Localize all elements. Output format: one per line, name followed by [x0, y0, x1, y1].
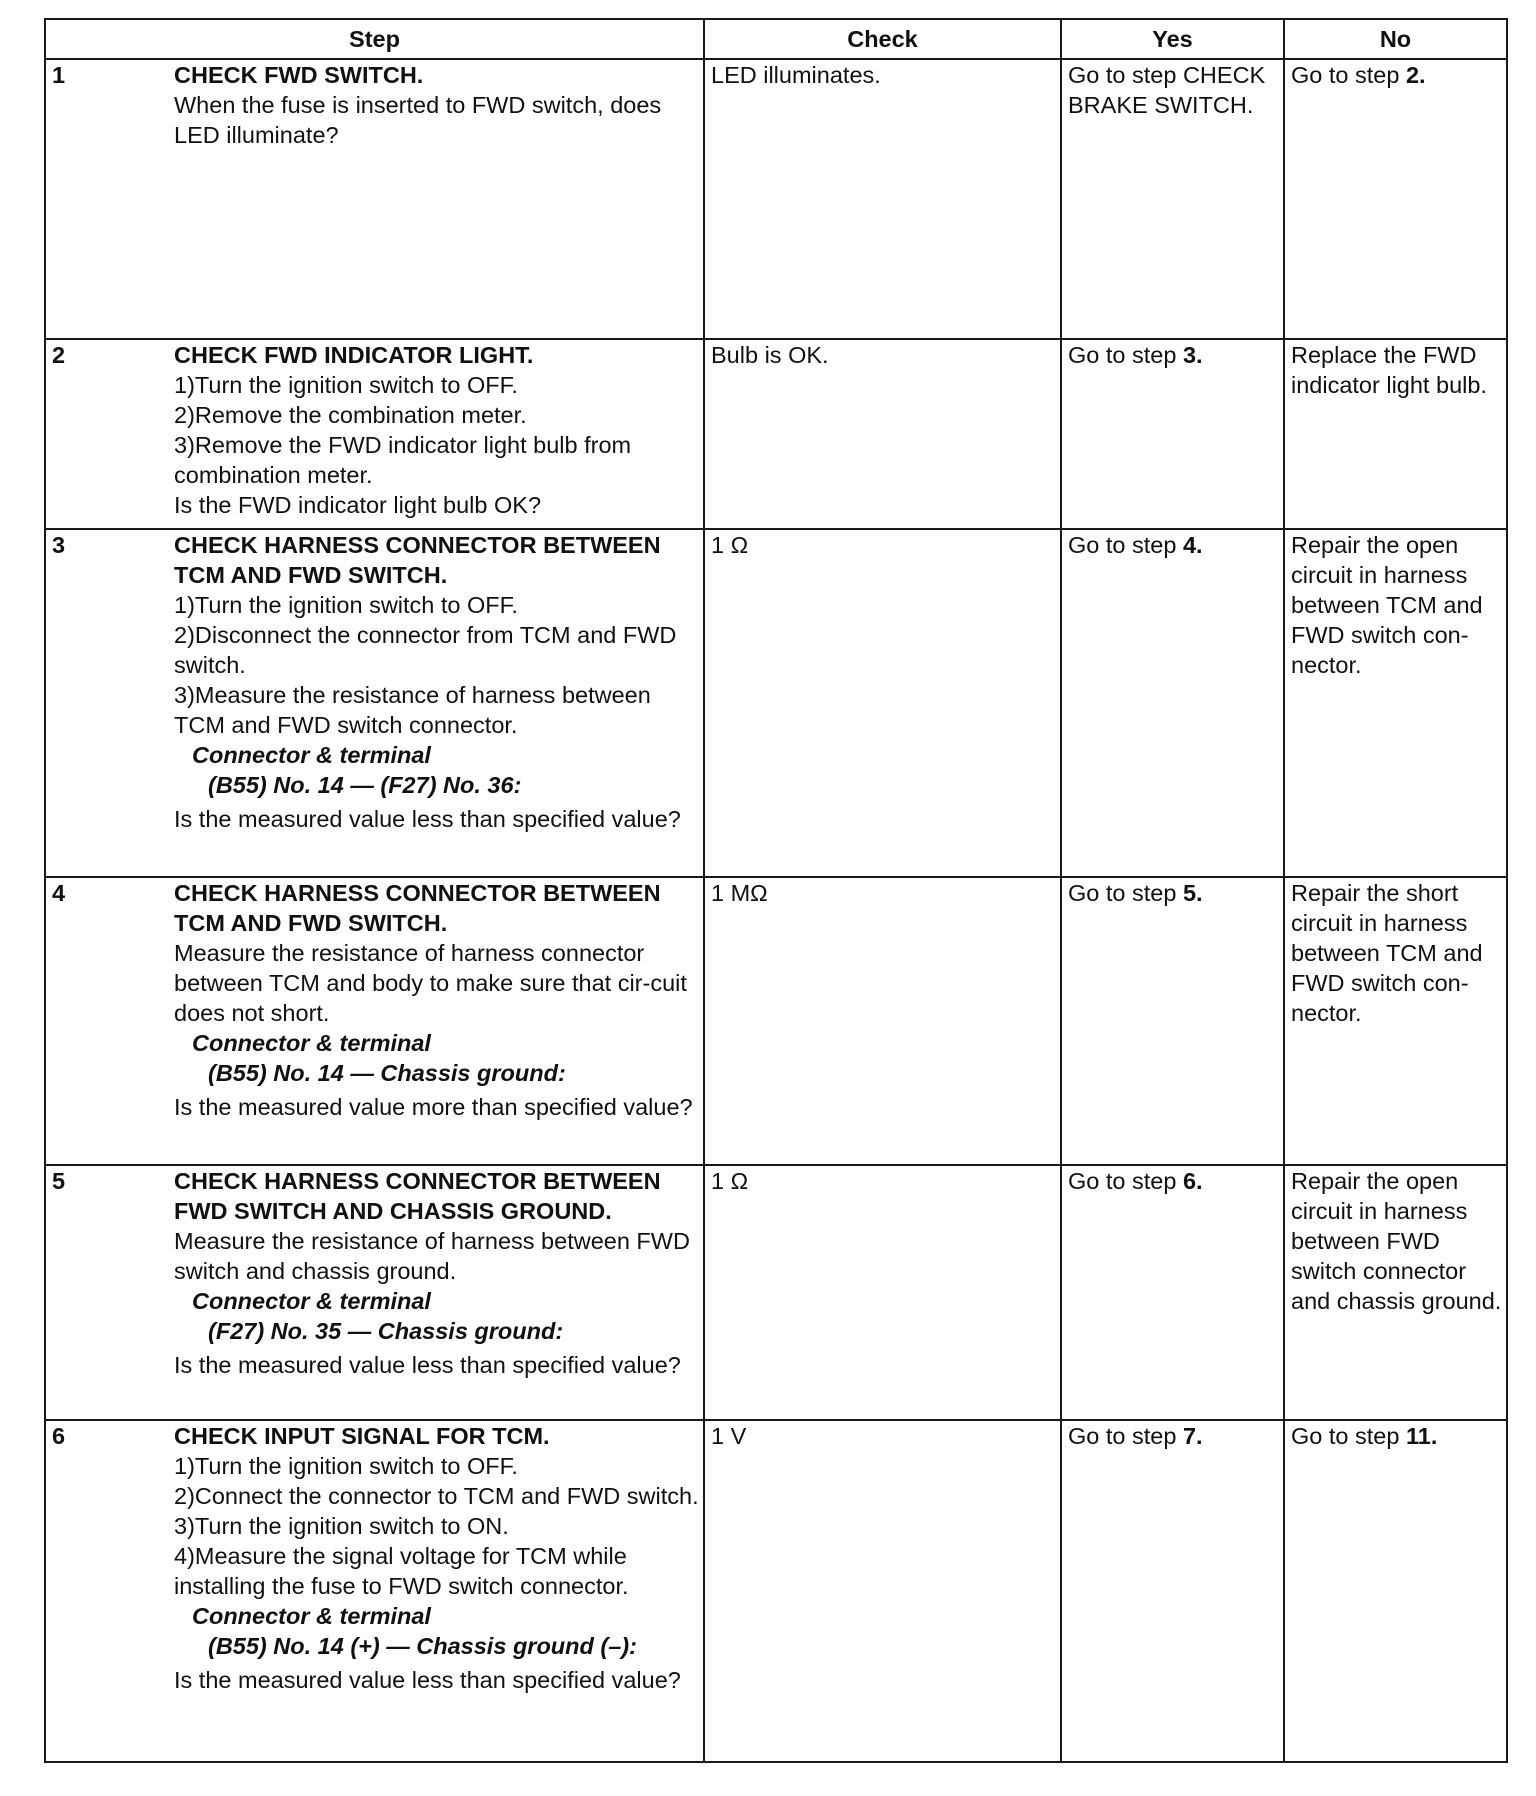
step-title: CHECK FWD SWITCH.: [174, 62, 424, 88]
step-title: CHECK HARNESS CONNECTOR BETWEEN TCM AND FWD SWITCH.: [174, 532, 661, 588]
step-body: [174, 878, 699, 1122]
step-instruction: When the fuse is inserted to FWD switch, does LED illuminate?: [174, 92, 662, 148]
connector-terminal-label: Connector & terminal: [192, 742, 431, 768]
header-row: [45, 19, 1507, 59]
yes-step-ref-end: .: [1196, 1168, 1203, 1194]
no-step-ref-end: .: [1419, 62, 1426, 88]
no-cell: [1284, 877, 1507, 1165]
check-cell: 1 Ω: [704, 1165, 1061, 1420]
table-row: [45, 59, 1507, 339]
step-body: [174, 60, 699, 150]
step-question: Is the measured value less than specified value?: [174, 806, 681, 832]
yes-step-ref: 3: [1182, 342, 1197, 368]
step-instruction: 1)Turn the ignition switch to OFF.: [174, 1453, 518, 1479]
connector-terminal-label: Connector & terminal: [192, 1030, 431, 1056]
check-cell: Bulb is OK.: [704, 339, 1061, 529]
no-text: Go to step: [1291, 62, 1400, 88]
step-instruction: Measure the resistance of harness between FWD switch and chassis ground.: [174, 1228, 690, 1284]
step-cell: [45, 1420, 704, 1762]
yes-cell: [1061, 1165, 1284, 1420]
yes-step-ref-end: .: [1196, 532, 1203, 558]
yes-text: Go to step: [1068, 342, 1177, 368]
step-instruction: Measure the resistance of harness connector between TCM and body to make sure that cir-cuit does not short.: [174, 940, 687, 1026]
step-instruction: 4)Measure the signal voltage for TCM while installing the fuse to FWD switch connector.: [174, 1543, 629, 1599]
connector-terminal-label: Connector & terminal: [192, 1603, 431, 1629]
no-text: Repair the open circuit in harness between TCM and FWD switch con-nector.: [1291, 532, 1483, 678]
check-cell: 1 Ω: [704, 529, 1061, 877]
check-cell: LED illuminates.: [704, 59, 1061, 339]
step-cell: [45, 877, 704, 1165]
header-no: No: [1284, 19, 1507, 59]
table-row: [45, 877, 1507, 1165]
yes-cell: [1061, 339, 1284, 529]
step-instruction: 3)Turn the ignition switch to ON.: [174, 1513, 509, 1539]
step-instruction: 1)Turn the ignition switch to OFF.: [174, 592, 518, 618]
step-question: Is the measured value more than specified value?: [174, 1094, 693, 1120]
step-title: CHECK INPUT SIGNAL FOR TCM.: [174, 1423, 550, 1449]
yes-text: Go to step CHECK BRAKE SWITCH.: [1068, 62, 1266, 118]
yes-step-ref: 6: [1182, 1168, 1197, 1194]
step-title: CHECK HARNESS CONNECTOR BETWEEN FWD SWITCH AND CHASSIS GROUND.: [174, 1168, 661, 1224]
step-number: 2: [52, 342, 66, 368]
step-cell: [45, 59, 704, 339]
no-step-ref-end: .: [1430, 1423, 1438, 1449]
step-number: 5: [52, 1168, 66, 1194]
yes-cell: [1061, 877, 1284, 1165]
connector-terminal-value: (B55) No. 14 — Chassis ground:: [208, 1060, 566, 1086]
step-instruction: 3)Remove the FWD indicator light bulb from combination meter.: [174, 432, 632, 488]
yes-step-ref: 5: [1182, 880, 1197, 906]
check-cell: 1 MΩ: [704, 877, 1061, 1165]
step-instruction: Is the FWD indicator light bulb OK?: [174, 492, 542, 518]
yes-cell: [1061, 59, 1284, 339]
yes-step-ref-end: .: [1196, 1423, 1203, 1449]
yes-cell: [1061, 529, 1284, 877]
yes-step-ref-end: .: [1196, 880, 1203, 906]
no-cell: [1284, 339, 1507, 529]
step-cell: [45, 339, 704, 529]
no-text: Replace the FWD indicator light bulb.: [1291, 342, 1487, 398]
check-cell: 1 V: [704, 1420, 1061, 1762]
table-row: [45, 529, 1507, 877]
header-step: Step: [45, 19, 704, 59]
connector-terminal-value: (B55) No. 14 — (F27) No. 36:: [208, 772, 522, 798]
header-check: Check: [704, 19, 1061, 59]
yes-step-ref: 7: [1182, 1423, 1197, 1449]
yes-step-ref: 4: [1182, 532, 1197, 558]
step-body: [174, 530, 699, 834]
step-question: Is the measured value less than specified value?: [174, 1667, 681, 1693]
step-body: [174, 340, 699, 520]
no-step-ref: 2: [1405, 62, 1420, 88]
yes-text: Go to step: [1068, 1168, 1177, 1194]
no-text: Repair the open circuit in harness between FWD switch connector and chassis ground.: [1291, 1168, 1502, 1314]
connector-terminal-label: Connector & terminal: [192, 1288, 431, 1314]
step-instruction: 2)Disconnect the connector from TCM and FWD switch.: [174, 622, 677, 678]
step-cell: [45, 529, 704, 877]
step-number: 6: [52, 1423, 66, 1449]
table-row: [45, 1165, 1507, 1420]
step-body: [174, 1421, 699, 1695]
table-row: [45, 1420, 1507, 1762]
step-instruction: 3)Measure the resistance of harness between TCM and FWD switch connector.: [174, 682, 651, 738]
yes-text: Go to step: [1068, 532, 1177, 558]
step-cell: [45, 1165, 704, 1420]
table-row: [45, 339, 1507, 529]
step-number: 3: [52, 532, 66, 558]
step-number: 1: [52, 62, 66, 88]
step-title: CHECK FWD INDICATOR LIGHT.: [174, 342, 534, 368]
no-text: Repair the short circuit in harness between TCM and FWD switch con-nector.: [1291, 880, 1483, 1026]
step-body: [174, 1166, 699, 1380]
no-text: Go to step: [1291, 1423, 1400, 1449]
step-title: CHECK HARNESS CONNECTOR BETWEEN TCM AND FWD SWITCH.: [174, 880, 661, 936]
no-cell: [1284, 1165, 1507, 1420]
no-cell: [1284, 1420, 1507, 1762]
diagnostic-table: [44, 18, 1508, 1763]
step-number: 4: [52, 880, 66, 906]
connector-terminal-value: (B55) No. 14 (+) — Chassis ground (–):: [208, 1633, 637, 1659]
header-yes: Yes: [1061, 19, 1284, 59]
yes-step-ref-end: .: [1196, 342, 1203, 368]
yes-cell: [1061, 1420, 1284, 1762]
no-cell: [1284, 59, 1507, 339]
no-cell: [1284, 529, 1507, 877]
step-question: Is the measured value less than specified value?: [174, 1352, 681, 1378]
yes-text: Go to step: [1068, 1423, 1177, 1449]
step-instruction: 2)Connect the connector to TCM and FWD switch.: [174, 1483, 699, 1509]
no-step-ref: 11: [1405, 1423, 1431, 1449]
yes-text: Go to step: [1068, 880, 1177, 906]
step-instruction: 1)Turn the ignition switch to OFF.: [174, 372, 518, 398]
step-instruction: 2)Remove the combination meter.: [174, 402, 527, 428]
connector-terminal-value: (F27) No. 35 — Chassis ground:: [208, 1318, 564, 1344]
